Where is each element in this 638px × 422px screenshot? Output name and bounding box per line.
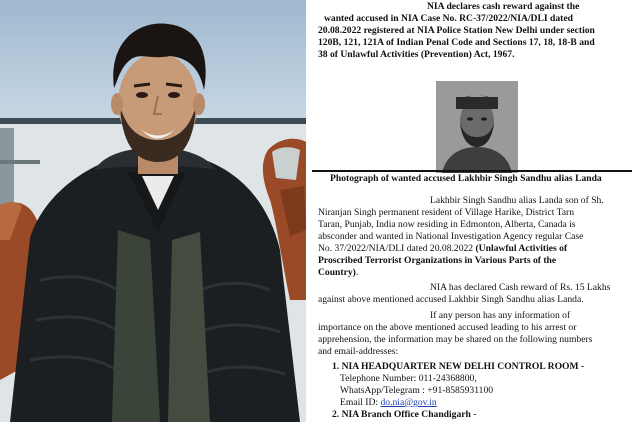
accused-mugshot: [436, 81, 518, 173]
para1-line-7: Country).: [318, 267, 359, 278]
reward-notice: [312, 0, 638, 422]
info-line-4: and email-addresses:: [318, 346, 399, 357]
info-line-1: If any person has any information of: [430, 310, 571, 321]
notice-header-line-3: 20.08.2022 registered at NIA Police Station New Delhi under section: [318, 25, 595, 36]
case-number-text: No. 37/2022/NIA/DLI dated 20.08.2022: [318, 243, 476, 254]
caption-rule: [312, 170, 632, 172]
para1-line-5: [318, 243, 567, 255]
contact-hq-whatsapp: WhatsApp/Telegram : +91-8585931100: [340, 385, 494, 396]
para1-line-1: Lakhbir Singh Sandhu alias Landa son of Sh.: [430, 195, 604, 206]
contact-hq-phone: Telephone Number: 011-24368800,: [340, 373, 477, 384]
reward-line-1: NIA has declared Cash reward of Rs. 15 Lakhs: [430, 282, 611, 293]
para1-line-4: absconder and wanted in National Investigation Agency regular Case: [318, 231, 584, 242]
wanted-person-photo: [0, 0, 306, 422]
info-line-3: apprehension, the information may be shared on the following numbers: [318, 334, 593, 345]
notice-header-line-5: 38 of Unlawful Activities (Prevention) Act, 1967.: [318, 49, 515, 60]
email-label: Email ID:: [340, 397, 381, 408]
para1-line-3: Taran, Punjab, India now residing in Edmonton, Alberta, Canada is: [318, 219, 576, 230]
email-link[interactable]: do.nia@gov.in: [380, 397, 437, 408]
notice-header-line-4: 120B, 121, 121A of Indian Penal Code and Sections 17, 18, 18-B and: [318, 37, 595, 48]
info-line-2: importance on the above mentioned accused leading to his arrest or: [318, 322, 577, 333]
offence-text-end: Country): [318, 267, 356, 278]
mugshot-illustration: [436, 81, 518, 173]
notice-header-line-1: NIA declares cash reward against the: [427, 1, 580, 12]
photo-caption: Photograph of wanted accused Lakhbir Singh Sandhu alias Landa: [330, 173, 602, 184]
para1-line-6: Proscribed Terrorist Organizations in Various Parts of the: [318, 255, 557, 266]
offence-text-start: (Unlawful Activities of: [475, 243, 568, 254]
para1-line-2: Niranjan Singh permanent resident of Village Harike, District Tarn: [318, 207, 575, 218]
reward-line-2: against above mentioned accused Lakhbir Singh Sandhu alias Landa.: [318, 294, 584, 305]
fence-rail: [0, 160, 40, 164]
contact-hq-email-row: [340, 397, 437, 409]
photo-illustration: [0, 0, 306, 422]
contact-chandigarh-title: 2. NIA Branch Office Chandigarh -: [332, 409, 477, 420]
contact-hq-title: 1. NIA HEADQUARTER NEW DELHI CONTROL ROOM -: [332, 361, 585, 372]
notice-header-line-2: wanted accused in NIA Case No. RC-37/2022/NIA/DLI dated: [324, 13, 573, 24]
